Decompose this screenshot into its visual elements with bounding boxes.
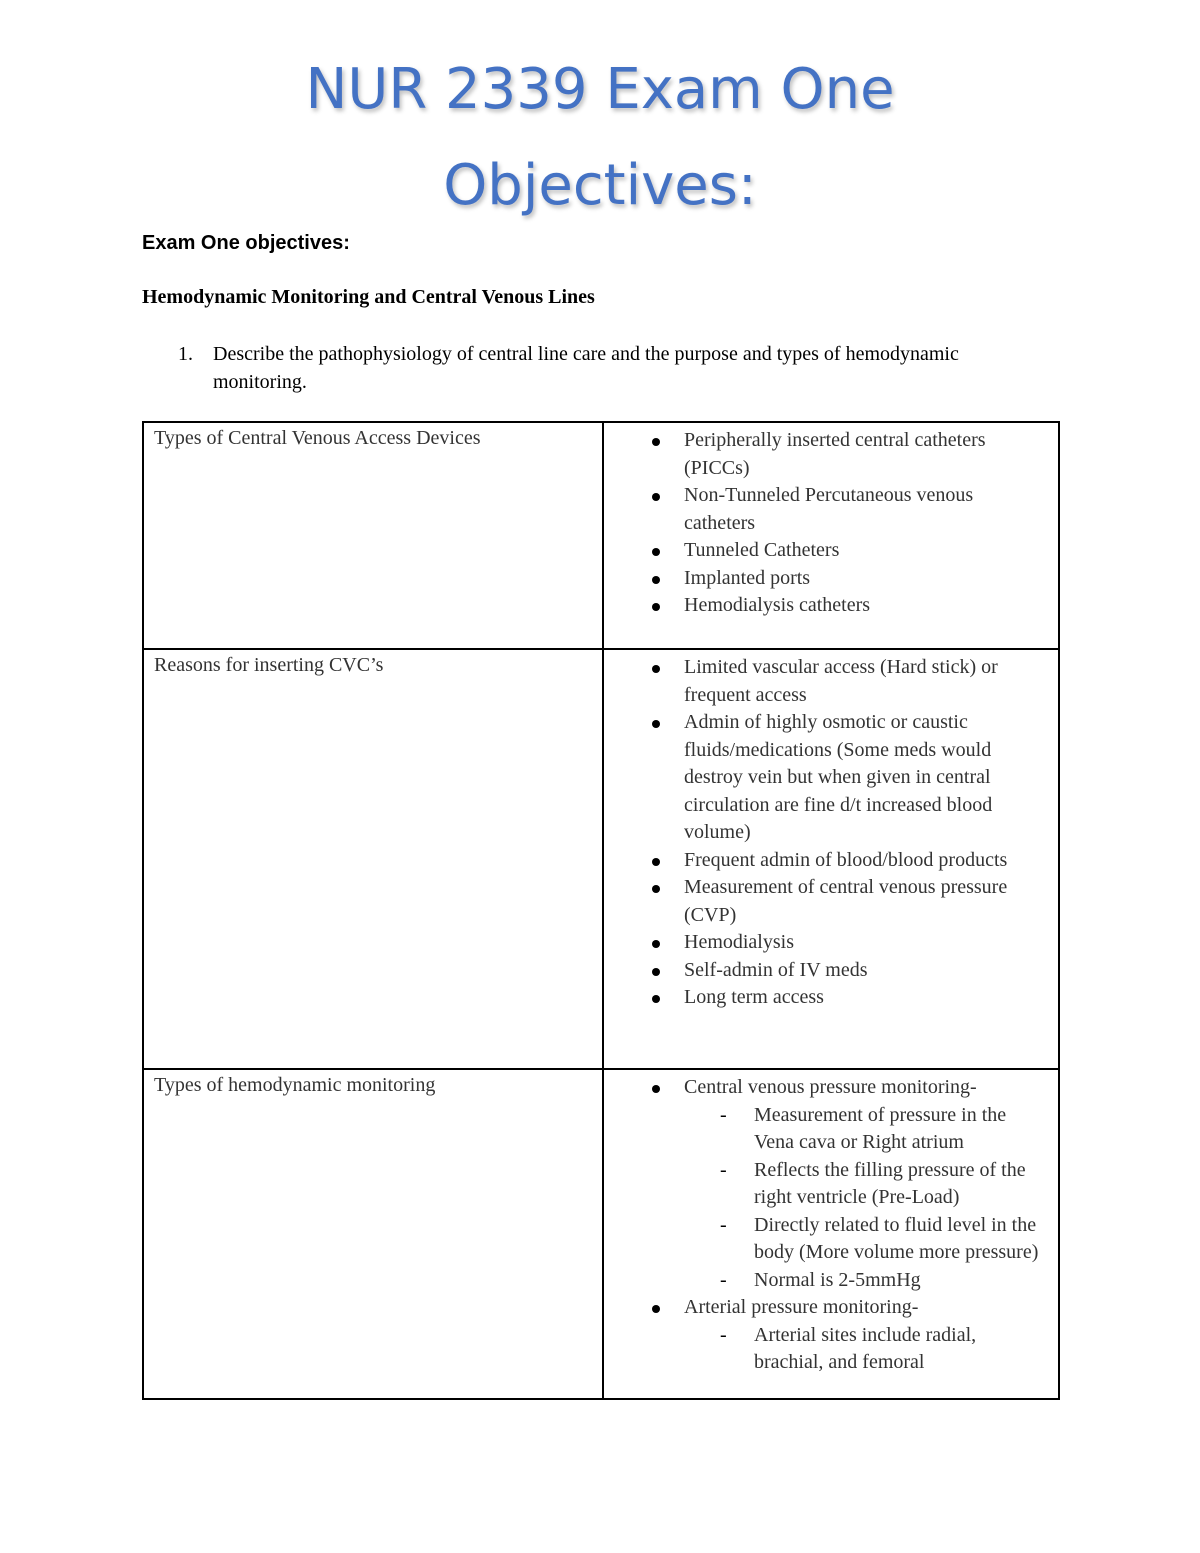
row-list-cell: [603, 649, 1059, 1069]
table-row: [143, 649, 1059, 1069]
dash-item: - Normal is 2-5mmHg: [754, 1267, 1048, 1295]
bullet-item: Limited vascular access (Hard stick) or frequent access: [684, 654, 1048, 709]
dash-item: - Arterial sites include radial, brachial, and femoral: [754, 1322, 1048, 1377]
bullet-item: Admin of highly osmotic or caustic fluids/medications (Some meds would destroy vein but when given in central circulation are fine d/t increased blood volume): [684, 709, 1048, 847]
dash-sublist: [684, 1102, 1048, 1295]
bullet-list: [604, 1074, 1048, 1377]
row-label-cell: [143, 422, 603, 649]
bullet-list: [604, 654, 1048, 1012]
row-label: Reasons for inserting CVC’s: [154, 654, 384, 676]
bullet-item: [684, 1074, 1048, 1294]
row-list-cell: [603, 1069, 1059, 1399]
row-list-cell: [603, 422, 1059, 649]
dash-item: - Measurement of pressure in the Vena cava or Right atrium: [754, 1102, 1048, 1157]
bullet-item: Tunneled Catheters: [684, 537, 1048, 565]
bullet-item: [684, 1294, 1048, 1377]
bullet-item: Self-admin of IV meds: [684, 957, 1048, 985]
bullet-item: Non-Tunneled Percutaneous venous catheters: [684, 482, 1048, 537]
bullet-item: Peripherally inserted central catheters (PICCs): [684, 427, 1048, 482]
row-label: Types of hemodynamic monitoring: [154, 1074, 436, 1096]
table-row: [143, 422, 1059, 649]
bullet-item: Hemodialysis catheters: [684, 592, 1048, 620]
bullet-item: Long term access: [684, 984, 1048, 1012]
bullet-item: Hemodialysis: [684, 929, 1048, 957]
row-label-cell: [143, 1069, 603, 1399]
row-label-cell: [143, 649, 603, 1069]
dash-item: - Reflects the filling pressure of the right ventricle (Pre-Load): [754, 1157, 1048, 1212]
document-title-line-2: Objectives:: [443, 153, 757, 218]
bullet-item: Frequent admin of blood/blood products: [684, 847, 1048, 875]
bullet-item: Implanted ports: [684, 565, 1048, 593]
bullet-list: [604, 427, 1048, 620]
document-title-line-1: NUR 2339 Exam One: [305, 57, 895, 122]
dash-sublist: [684, 1322, 1048, 1377]
table-row: [143, 1069, 1059, 1399]
bullet-item-text: Central venous pressure monitoring-: [684, 1076, 977, 1098]
dash-item: - Directly related to fluid level in the body (More volume more pressure): [754, 1212, 1048, 1267]
intro-heading: Exam One objectives:: [142, 232, 350, 254]
row-label: Types of Central Venous Access Devices: [154, 427, 481, 449]
bullet-item: Measurement of central venous pressure (CVP): [684, 874, 1048, 929]
section-heading: Hemodynamic Monitoring and Central Venous Lines: [142, 286, 595, 308]
bullet-item-text: Arterial pressure monitoring-: [684, 1296, 919, 1318]
objective-item: [178, 340, 978, 396]
objectives-table: [142, 421, 1060, 1400]
objective-number: 1.: [178, 343, 193, 365]
objective-text: Describe the pathophysiology of central line care and the purpose and types of hemodynamic monitoring.: [213, 343, 959, 393]
